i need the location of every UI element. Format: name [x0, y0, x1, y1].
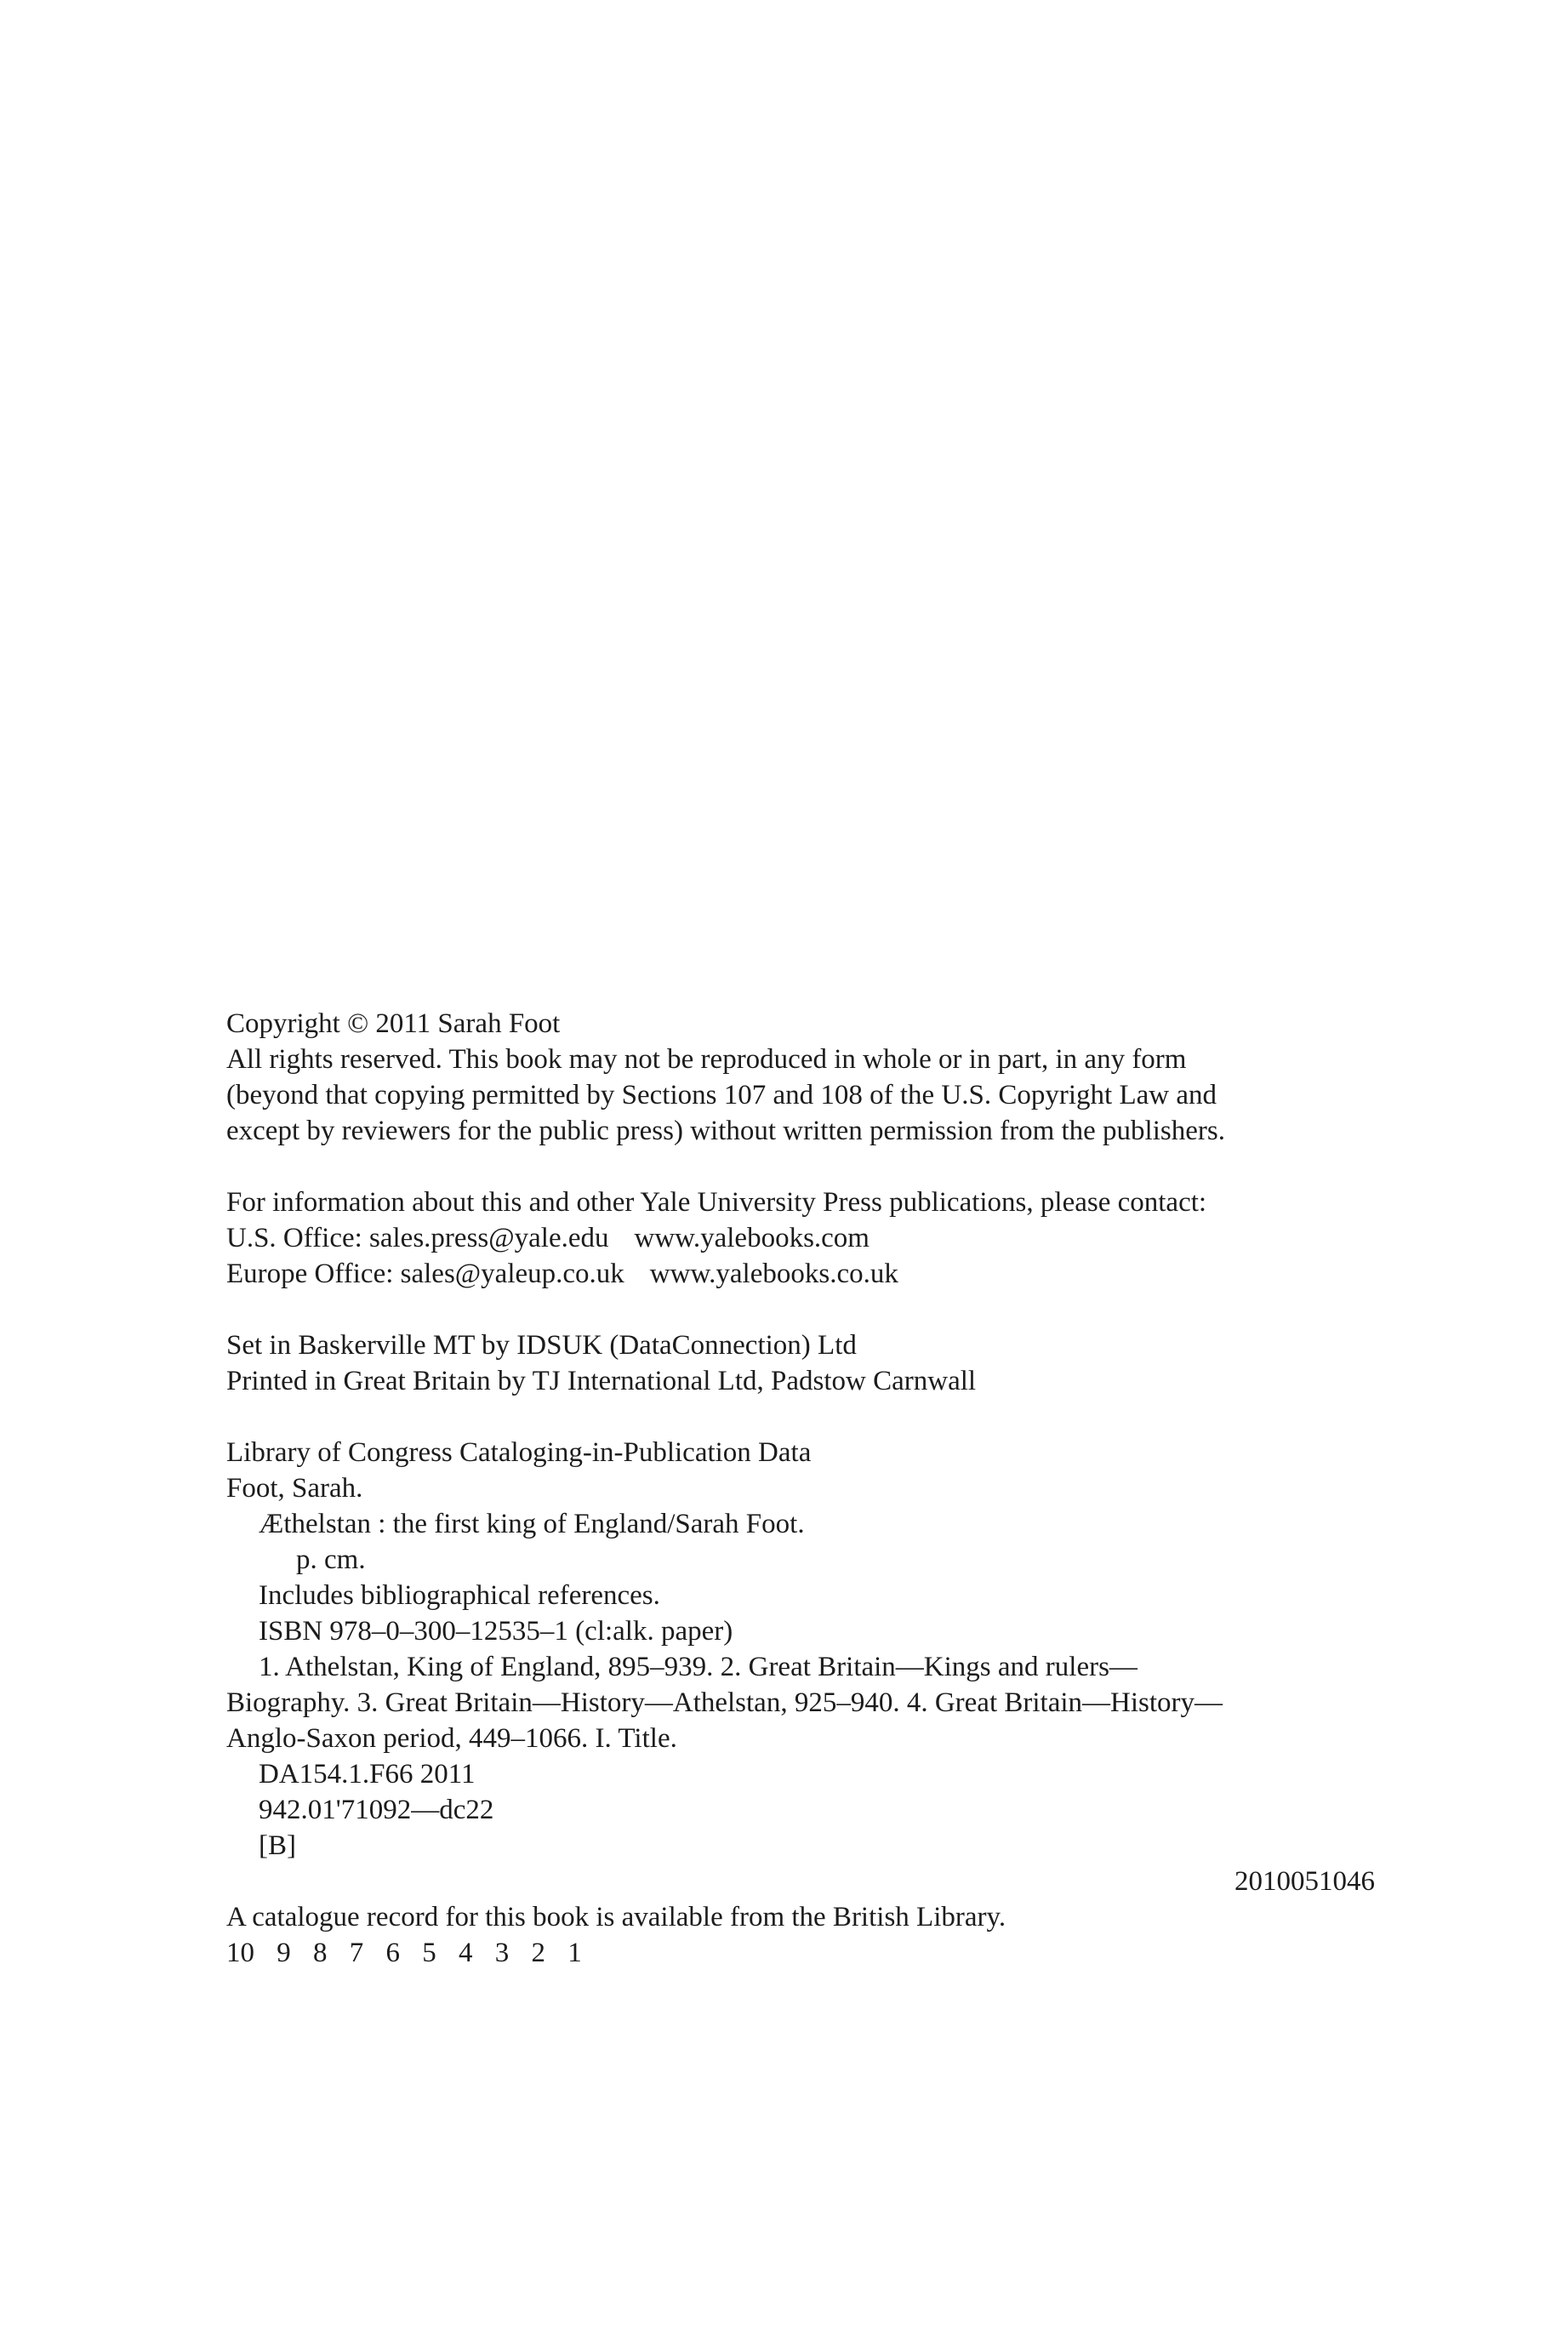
contact-intro: For information about this and other Yale University Press publications, please contact: — [226, 1187, 1207, 1218]
cip-notes: Includes bibliographical references. — [259, 1580, 660, 1611]
cip-isbn: ISBN 978–0–300–12535–1 (cl:alk. paper) — [259, 1616, 733, 1647]
cip-record — [226, 1470, 1375, 1899]
europe-office-line — [226, 1256, 1375, 1292]
cip-pages: p. cm. — [296, 1544, 366, 1575]
contact-info — [226, 1185, 1375, 1292]
cip-heading: Library of Congress Cataloging-in-Publication Data — [226, 1437, 812, 1468]
rights-line: except by reviewers for the public press) without written permission from the publishers. — [226, 1116, 1225, 1146]
printing-number: 8 — [313, 1938, 328, 1968]
printing-line — [226, 1935, 1375, 1971]
rights-statement — [226, 1042, 1375, 1149]
printing-number: 2 — [531, 1938, 545, 1968]
printer-line: Printed in Great Britain by TJ International Ltd, Padstow Carnwall — [226, 1366, 977, 1396]
us-office-line — [226, 1220, 1375, 1256]
cip-lc-class: DA154.1.F66 2011 — [259, 1759, 476, 1790]
imprint-block — [226, 1006, 1375, 1971]
rights-line: All rights reserved. This book may not be reproduced in whole or in part, in any form — [226, 1044, 1187, 1075]
europe-office-email: Europe Office: sales@yaleup.co.uk — [226, 1259, 624, 1289]
printing-number: 3 — [494, 1938, 510, 1968]
typesetting-line: Set in Baskerville MT by IDSUK (DataConnection) Ltd — [226, 1330, 857, 1361]
cip-lccn: 2010051046 — [1234, 1866, 1375, 1897]
rights-line: (beyond that copying permitted by Sections 107 and 108 of the U.S. Copyright Law and — [226, 1080, 1217, 1110]
printing-number: 7 — [349, 1938, 364, 1968]
printing-number: 5 — [422, 1938, 436, 1968]
british-library-note: A catalogue record for this book is available from the British Library. — [226, 1902, 1006, 1932]
copyright-line: Copyright © 2011 Sarah Foot — [226, 1008, 561, 1039]
printing-number: 1 — [567, 1938, 582, 1968]
printing-number: 4 — [459, 1938, 473, 1968]
us-office-website: www.yalebooks.com — [634, 1223, 870, 1253]
cip-dewey: 942.01'71092—dc22 — [259, 1795, 494, 1825]
cip-subjects: 1. Athelstan, King of England, 895–939. 2. Great Britain—Kings and rulers—Biography. 3. Great Britain—History—Athelstan, 925–940. 4. Great Britain—History—Anglo-Saxon period, 449–1066. I. Title. — [226, 1652, 1223, 1754]
europe-office-website: www.yalebooks.co.uk — [649, 1259, 898, 1289]
printing-number: 10 — [226, 1938, 254, 1968]
us-office-email: U.S. Office: sales.press@yale.edu — [226, 1223, 609, 1253]
cip-author: Foot, Sarah. — [226, 1473, 363, 1504]
printing-number: 9 — [277, 1938, 291, 1968]
printing-number: 6 — [385, 1938, 400, 1968]
production-info — [226, 1327, 1375, 1399]
cip-title: Æthelstan : the first king of England/Sarah Foot. — [259, 1509, 805, 1539]
cip-code: [B] — [259, 1830, 296, 1861]
